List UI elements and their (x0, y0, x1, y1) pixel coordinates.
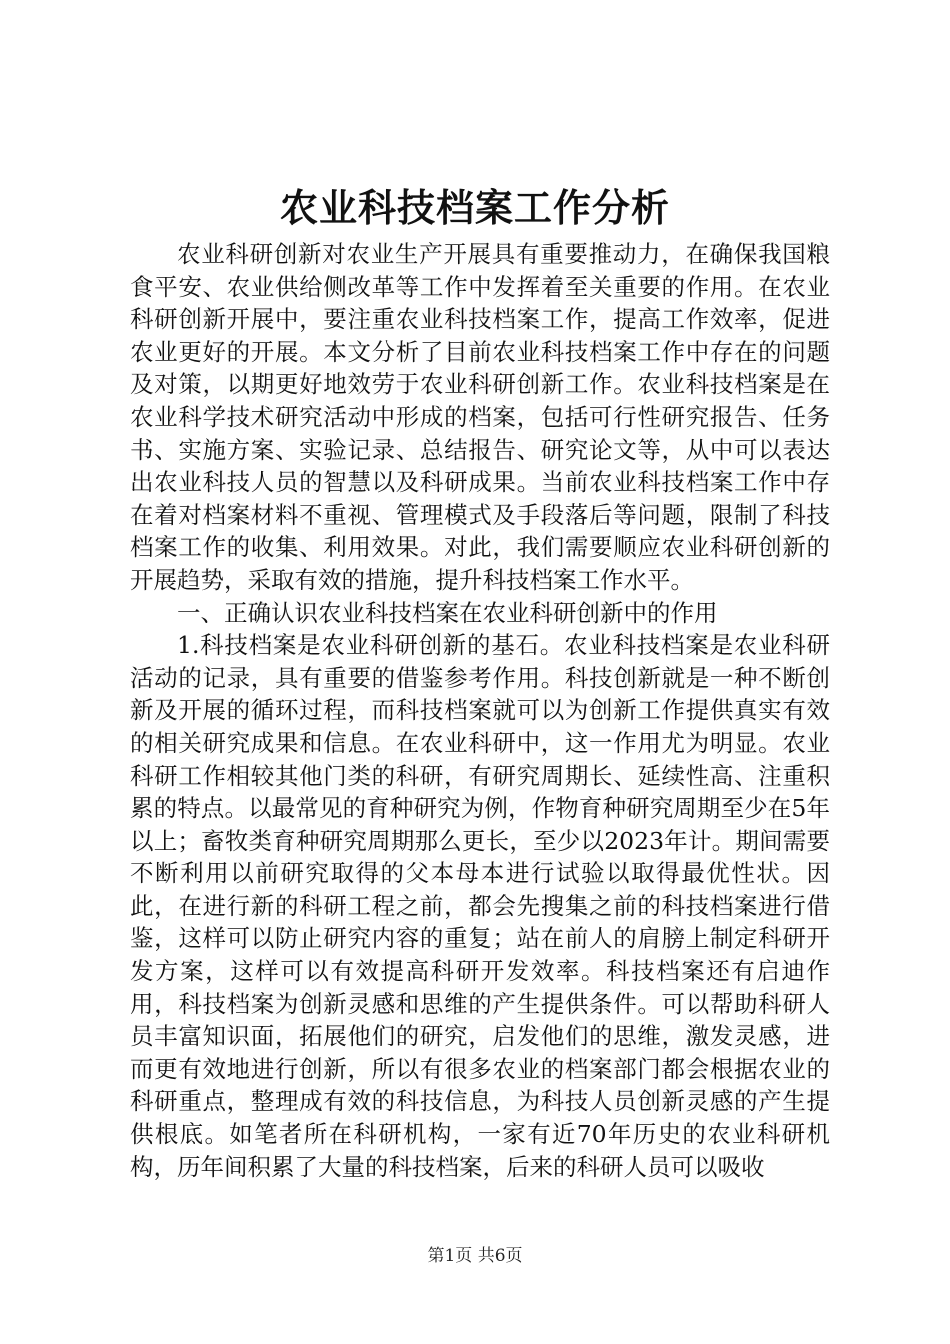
intro-paragraph: 农业科研创新对农业生产开展具有重要推动力，在确保我国粮食平安、农业供给侧改革等工作中发挥着至关重要的作用。在农业科研创新开展中，要注重农业科技档案工作，提高工作效率，促进农业更好的开展。本文分析了目前农业科技档案工作中存在的问题及对策，以期更好地效劳于农业科研创新工作。农业科技档案是在农业科学技术研究活动中形成的档案，包括可行性研究报告、任务书、实施方案、实验记录、总结报告、研究论文等，从中可以表达出农业科技人员的智慧以及科研成果。当前农业科技档案工作中存在着对档案材料不重视、管理模式及手段落后等问题，限制了科技档案工作的收集、利用效果。对此，我们需要顺应农业科研创新的开展趋势，采取有效的措施，提升科技档案工作水平。 (130, 240, 830, 594)
section-heading: 一、正确认识农业科技档案在农业科研创新中的作用 (177, 598, 718, 627)
page-footer: 第1页 共6页 (427, 1246, 523, 1266)
section-paragraph: 1.科技档案是农业科研创新的基石。农业科技档案是农业科研活动的记录，具有重要的借鉴参考作用。科技创新就是一种不断创新及开展的循环过程，而科技档案就可以为创新工作提供真实有效的相关研究成果和信息。在农业科研中，这一作用尤为明显。农业科研工作相较其他门类的科研，有研究周期长、延续性高、注重积累的特点。以最常见的育种研究为例，作物育种研究周期至少在5年以上；畜牧类育种研究周期那么更长，至少以2023年计。期间需要不断利用以前研究取得的父本母本进行试验以取得最优性状。因此，在进行新的科研工程之前，都会先搜集之前的科技档案进行借鉴，这样可以防止研究内容的重复；站在前人的肩膀上制定科研开发方案，这样可以有效提高科研开发效率。科技档案还有启迪作用，科技档案为创新灵感和思维的产生提供条件。可以帮助科研人员丰富知识面，拓展他们的研究，启发他们的思维，激发灵感，进而更有效地进行创新，所以有很多农业的档案部门都会根据农业的科研重点，整理成有效的科技信息，为科技人员创新灵感的产生提供根底。如笔者所在科研机构，一家有近70年历史的农业科研机构，历年间积累了大量的科技档案，后来的科研人员可以吸收 (130, 631, 830, 1181)
document-body (130, 238, 830, 1183)
document-title: 农业科技档案工作分析 (279, 186, 670, 230)
